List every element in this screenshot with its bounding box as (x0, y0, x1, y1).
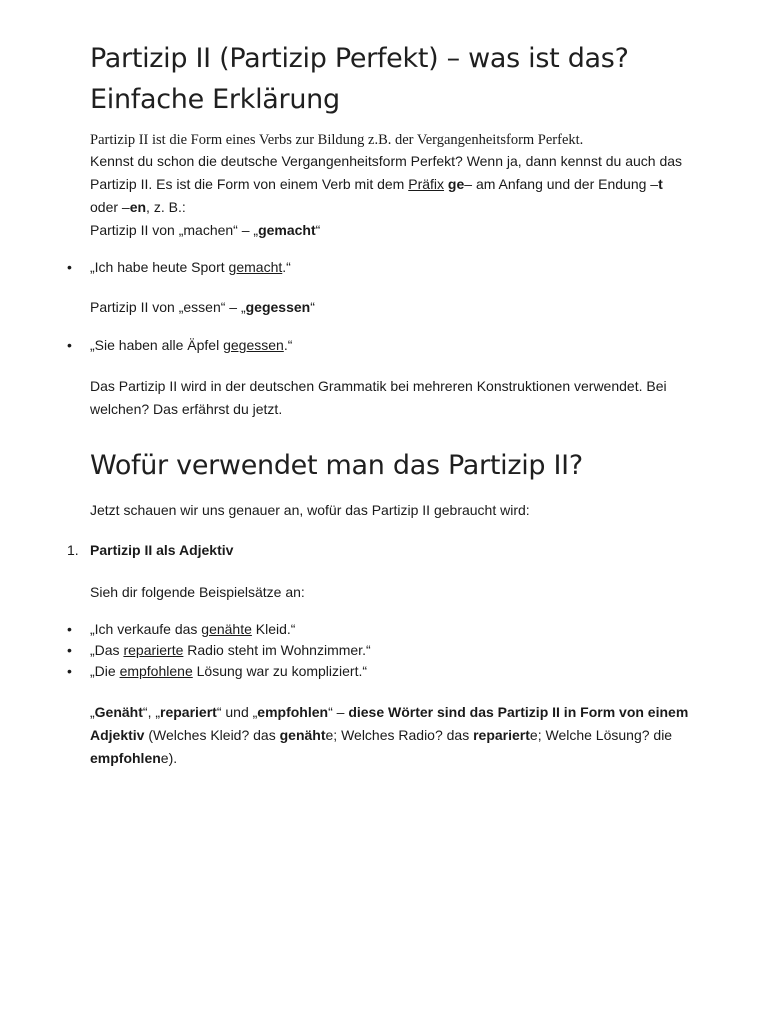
list-item: 1. Partizip II als Adjektiv (90, 540, 690, 561)
examples-intro: Sieh dir folgende Beispielsätze an: (90, 584, 305, 600)
bullet-marker: • (67, 621, 72, 637)
bullet-marker: • (67, 259, 72, 275)
intro-paragraph: Kennst du schon die deutsche Vergangenheitsform Perfekt? Wenn ja, dann kennst du auch das Partizip II. Es ist die Form von einem Verb mit dem Präfix ge– am Anfang und der Endung –t oder –en, z. B.: Partizip II von „machen“ – „gemacht“ (90, 153, 683, 238)
bullet-marker: • (67, 642, 72, 658)
title-line-1: Partizip II (Partizip Perfekt) – was ist das? (90, 43, 629, 74)
section-intro: Jetzt schauen wir uns genauer an, wofür das Partizip II gebraucht wird: (90, 502, 530, 518)
list-item: • „Das reparierte Radio steht im Wohnzimmer.“ (90, 640, 690, 661)
example-list-2 (67, 335, 690, 356)
section-heading: Wofür verwendet man das Partizip II? (90, 450, 583, 481)
summary-paragraph: „Genäht“, „repariert“ und „empfohlen“ – diese Wörter sind das Partizip II in Form von einem Adjektiv (Welches Kleid? das genähte; Welches Radio? das reparierte; Welche Lösung? die empfohlene). (90, 704, 689, 766)
title-line-2: Einfache Erklärung (90, 84, 340, 115)
example-essen: Partizip II von „essen“ – „gegessen“ (90, 299, 315, 315)
list-item: • „Die empfohlene Lösung war zu kompliziert.“ (90, 661, 690, 682)
example-list-1 (67, 257, 690, 278)
bullet-marker: • (67, 337, 72, 353)
document-page (67, 38, 690, 770)
list-item: • „Ich habe heute Sport gemacht.“ (90, 257, 690, 278)
adjective-example-list (67, 619, 690, 682)
bullet-marker: • (67, 663, 72, 679)
list-number: 1. (67, 542, 79, 558)
numbered-list (67, 540, 690, 561)
transition-paragraph: Das Partizip II wird in der deutschen Grammatik bei mehreren Konstruktionen verwendet. Bei welchen? Das erfährst du jetzt. (90, 378, 667, 417)
definition-text: Partizip II ist die Form eines Verbs zur Bildung z.B. der Vergangenheitsform Perfekt. (90, 132, 584, 148)
list-item: • „Sie haben alle Äpfel gegessen.“ (90, 335, 690, 356)
list-item: • „Ich verkaufe das genähte Kleid.“ (90, 619, 690, 640)
prefix-link[interactable]: Präfix (408, 176, 445, 192)
page-title (90, 38, 690, 120)
